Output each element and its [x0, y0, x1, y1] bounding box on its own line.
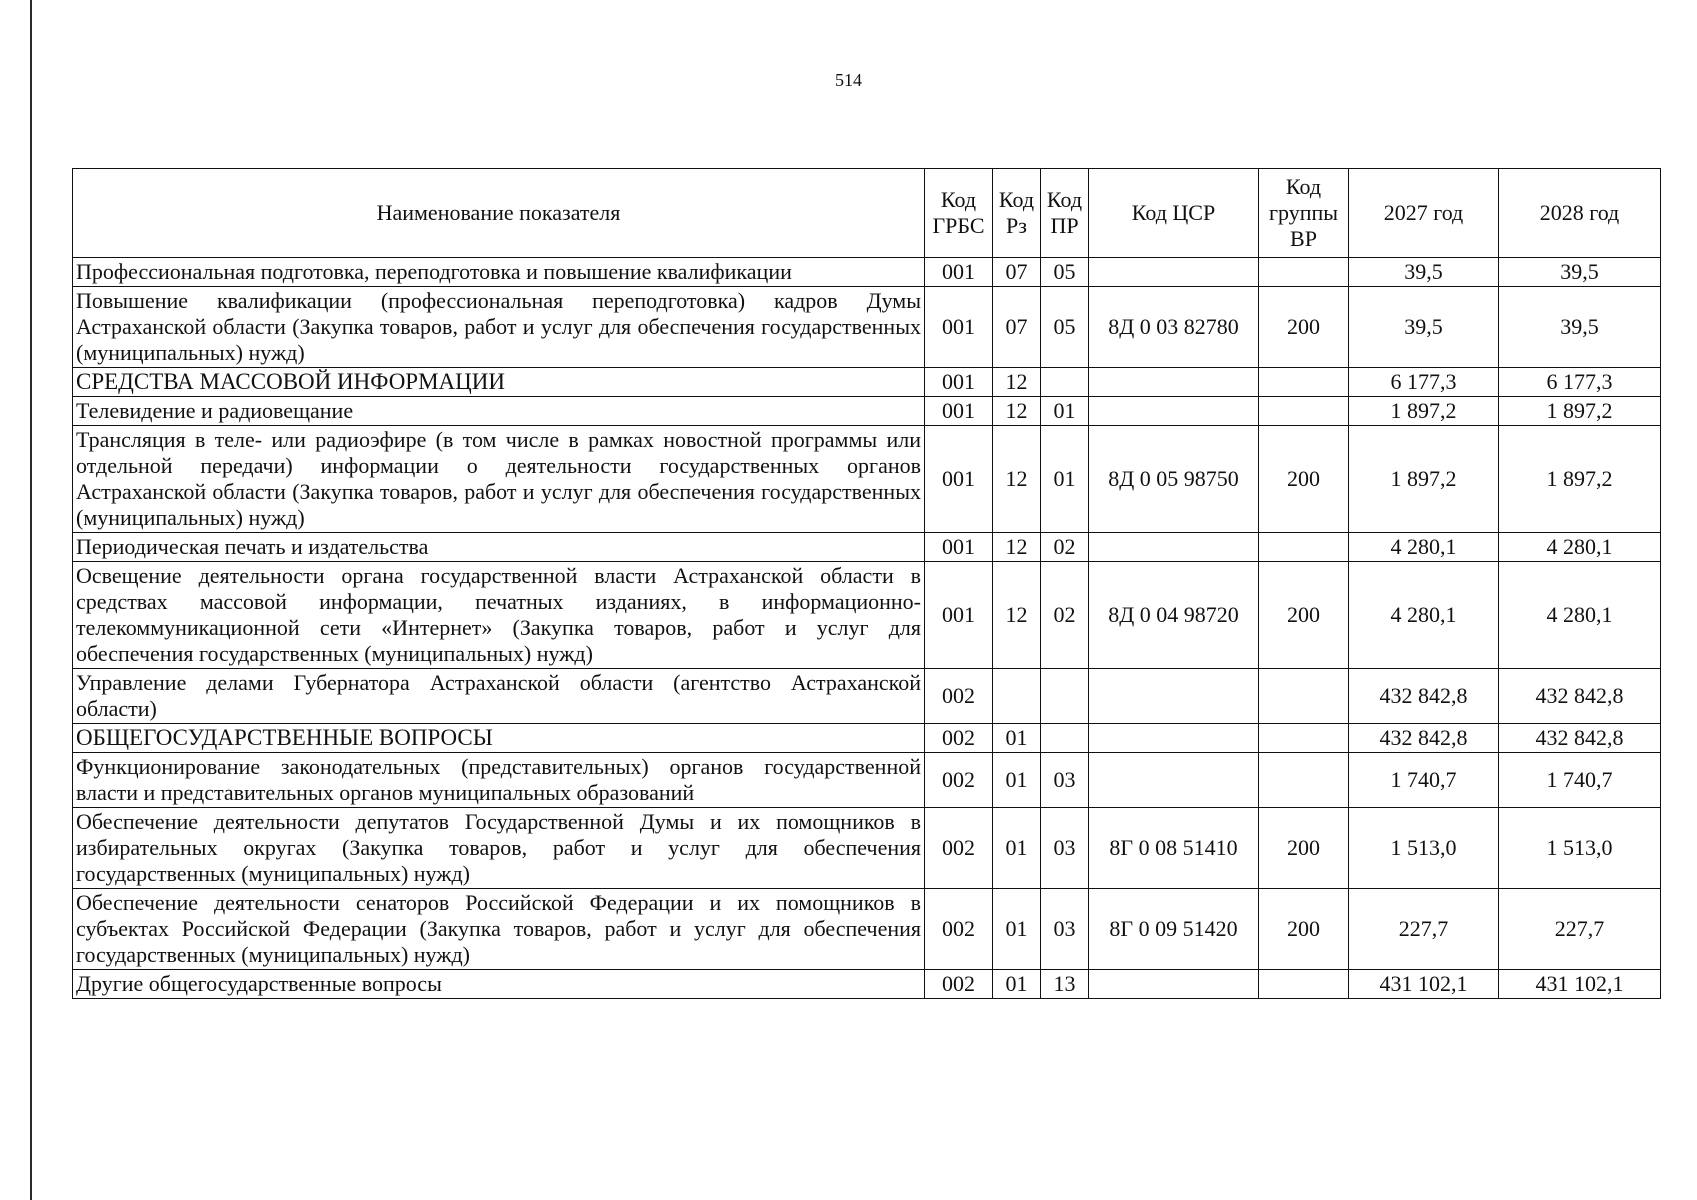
indicator-name: ОБЩЕГОСУДАРСТВЕННЫЕ ВОПРОСЫ [73, 724, 925, 753]
pr-code: 13 [1041, 970, 1089, 999]
budget-table [72, 168, 1661, 999]
amount-2027: 39,5 [1349, 287, 1499, 368]
vr-code [1259, 368, 1349, 397]
rz-code: 12 [993, 368, 1041, 397]
table-row [73, 258, 1661, 287]
table-row [73, 397, 1661, 426]
indicator-name: Повышение квалификации (профессиональная переподготовка) кадров Думы Астраханской области (Закупка товаров, работ и услуг для обеспечения государственных (муниципальных) нужд) [73, 287, 925, 368]
pr-code [1041, 368, 1089, 397]
rz-code: 01 [993, 808, 1041, 889]
amount-2028: 39,5 [1499, 287, 1661, 368]
amount-2027: 1 513,0 [1349, 808, 1499, 889]
amount-2028: 4 280,1 [1499, 562, 1661, 669]
csr-code [1089, 368, 1259, 397]
vr-code: 200 [1259, 808, 1349, 889]
grbs-code: 002 [925, 808, 993, 889]
csr-code: 8Г 0 09 51420 [1089, 889, 1259, 970]
indicator-name: Другие общегосударственные вопросы [73, 970, 925, 999]
csr-code [1089, 724, 1259, 753]
page-number: 514 [835, 70, 862, 90]
amount-2027: 1 897,2 [1349, 426, 1499, 533]
rz-code: 01 [993, 970, 1041, 999]
grbs-code: 001 [925, 368, 993, 397]
left-margin-line [30, 0, 32, 1200]
indicator-name: Периодическая печать и издательства [73, 533, 925, 562]
header-name: Наименование показателя [73, 169, 925, 258]
amount-2027: 1 897,2 [1349, 397, 1499, 426]
csr-code: 8Д 0 05 98750 [1089, 426, 1259, 533]
vr-code [1259, 533, 1349, 562]
amount-2028: 1 740,7 [1499, 753, 1661, 808]
grbs-code: 002 [925, 889, 993, 970]
header-2027: 2027 год [1349, 169, 1499, 258]
csr-code: 8Д 0 04 98720 [1089, 562, 1259, 669]
grbs-code: 002 [925, 970, 993, 999]
grbs-code: 002 [925, 753, 993, 808]
amount-2027: 4 280,1 [1349, 562, 1499, 669]
grbs-code: 001 [925, 397, 993, 426]
amount-2027: 1 740,7 [1349, 753, 1499, 808]
table-row [73, 426, 1661, 533]
csr-code [1089, 970, 1259, 999]
header-rz: Код Рз [993, 169, 1041, 258]
amount-2027: 432 842,8 [1349, 724, 1499, 753]
table-row [73, 724, 1661, 753]
amount-2028: 1 897,2 [1499, 426, 1661, 533]
vr-code [1259, 724, 1349, 753]
rz-code: 12 [993, 397, 1041, 426]
rz-code: 12 [993, 426, 1041, 533]
pr-code: 02 [1041, 562, 1089, 669]
grbs-code: 001 [925, 533, 993, 562]
vr-code [1259, 397, 1349, 426]
pr-code: 03 [1041, 889, 1089, 970]
amount-2027: 431 102,1 [1349, 970, 1499, 999]
rz-code [993, 669, 1041, 724]
amount-2027: 4 280,1 [1349, 533, 1499, 562]
amount-2027: 39,5 [1349, 258, 1499, 287]
pr-code: 01 [1041, 426, 1089, 533]
header-vr: Код группы ВР [1259, 169, 1349, 258]
grbs-code: 001 [925, 562, 993, 669]
pr-code: 02 [1041, 533, 1089, 562]
amount-2027: 6 177,3 [1349, 368, 1499, 397]
amount-2028: 431 102,1 [1499, 970, 1661, 999]
csr-code [1089, 397, 1259, 426]
header-grbs: Код ГРБС [925, 169, 993, 258]
grbs-code: 002 [925, 669, 993, 724]
pr-code: 03 [1041, 808, 1089, 889]
rz-code: 07 [993, 287, 1041, 368]
amount-2028: 39,5 [1499, 258, 1661, 287]
table-row [73, 889, 1661, 970]
table-row [73, 368, 1661, 397]
table-row [73, 287, 1661, 368]
vr-code: 200 [1259, 889, 1349, 970]
amount-2028: 432 842,8 [1499, 724, 1661, 753]
csr-code [1089, 258, 1259, 287]
indicator-name: Телевидение и радиовещание [73, 397, 925, 426]
amount-2028: 432 842,8 [1499, 669, 1661, 724]
indicator-name: Трансляция в теле- или радиоэфире (в том числе в рамках новостной программы или отдельной передачи) информации о деятельности государственных органов Астраханской области (Закупка товаров, работ и услуг для обеспечения государственных (муниципальных) нужд) [73, 426, 925, 533]
csr-code [1089, 753, 1259, 808]
amount-2028: 227,7 [1499, 889, 1661, 970]
amount-2028: 4 280,1 [1499, 533, 1661, 562]
indicator-name: СРЕДСТВА МАССОВОЙ ИНФОРМАЦИИ [73, 368, 925, 397]
indicator-name: Функционирование законодательных (представительных) органов государственной власти и представительных органов муниципальных образований [73, 753, 925, 808]
grbs-code: 002 [925, 724, 993, 753]
vr-code [1259, 970, 1349, 999]
csr-code [1089, 669, 1259, 724]
amount-2028: 6 177,3 [1499, 368, 1661, 397]
vr-code [1259, 258, 1349, 287]
pr-code: 01 [1041, 397, 1089, 426]
rz-code: 01 [993, 724, 1041, 753]
header-pr: Код ПР [1041, 169, 1089, 258]
indicator-name: Управление делами Губернатора Астраханской области (агентство Астраханской области) [73, 669, 925, 724]
vr-code [1259, 753, 1349, 808]
rz-code: 12 [993, 533, 1041, 562]
rz-code: 01 [993, 889, 1041, 970]
indicator-name: Обеспечение деятельности депутатов Государственной Думы и их помощников в избирательных округах (Закупка товаров, работ и услуг для обеспечения государственных (муниципальных) нужд) [73, 808, 925, 889]
amount-2028: 1 513,0 [1499, 808, 1661, 889]
grbs-code: 001 [925, 258, 993, 287]
amount-2027: 432 842,8 [1349, 669, 1499, 724]
table-row [73, 970, 1661, 999]
vr-code: 200 [1259, 287, 1349, 368]
table-body [73, 258, 1661, 999]
vr-code [1259, 669, 1349, 724]
indicator-name: Освещение деятельности органа государственной власти Астраханской области в средствах массовой информации, печатных изданиях, в информационно-телекоммуникационной сети «Интернет» (Закупка товаров, работ и услуг для обеспечения государственных (муниципальных) нужд) [73, 562, 925, 669]
vr-code: 200 [1259, 426, 1349, 533]
pr-code: 05 [1041, 287, 1089, 368]
rz-code: 12 [993, 562, 1041, 669]
amount-2027: 227,7 [1349, 889, 1499, 970]
grbs-code: 001 [925, 287, 993, 368]
table-row [73, 533, 1661, 562]
amount-2028: 1 897,2 [1499, 397, 1661, 426]
pr-code: 03 [1041, 753, 1089, 808]
rz-code: 01 [993, 753, 1041, 808]
csr-code: 8Г 0 08 51410 [1089, 808, 1259, 889]
table-header-row [73, 169, 1661, 258]
pr-code [1041, 724, 1089, 753]
indicator-name: Профессиональная подготовка, переподготовка и повышение квалификации [73, 258, 925, 287]
pr-code [1041, 669, 1089, 724]
table-row [73, 808, 1661, 889]
indicator-name: Обеспечение деятельности сенаторов Российской Федерации и их помощников в субъектах Российской Федерации (Закупка товаров, работ и услуг для обеспечения государственных (муниципальных) нужд) [73, 889, 925, 970]
grbs-code: 001 [925, 426, 993, 533]
csr-code [1089, 533, 1259, 562]
header-csr: Код ЦСР [1089, 169, 1259, 258]
vr-code: 200 [1259, 562, 1349, 669]
table-row [73, 669, 1661, 724]
table-row [73, 753, 1661, 808]
csr-code: 8Д 0 03 82780 [1089, 287, 1259, 368]
rz-code: 07 [993, 258, 1041, 287]
table-row [73, 562, 1661, 669]
pr-code: 05 [1041, 258, 1089, 287]
header-2028: 2028 год [1499, 169, 1661, 258]
